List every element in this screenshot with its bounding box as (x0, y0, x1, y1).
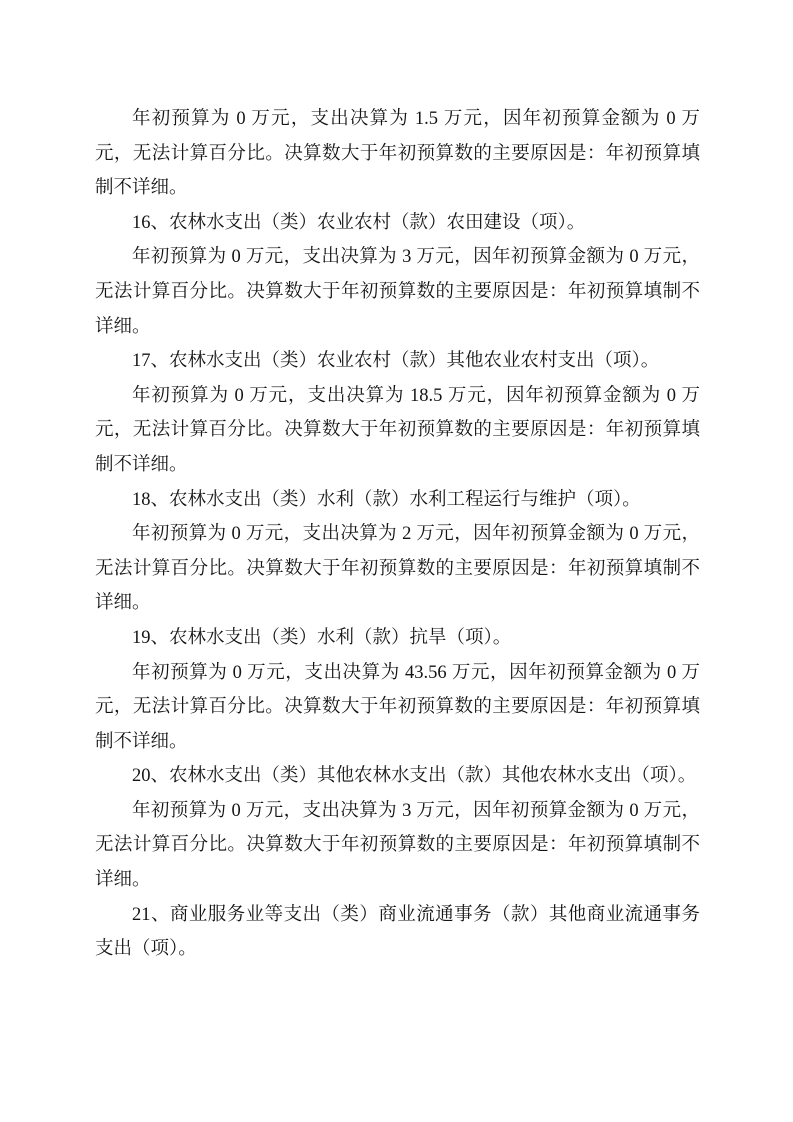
paragraph-budget-note: 年初预算为 0 万元，支出决算为 43.56 万元，因年初预算金额为 0 万元，无法计算百分比。决算数大于年初预算数的主要原因是：年初预算填制不详细。 (95, 662, 700, 752)
section-heading-18: 18、农林水支出（类）水利（款）水利工程运行与维护（项）。 (132, 489, 641, 510)
paragraph-budget-note: 年初预算为 0 万元，支出决算为 2 万元，因年初预算金额为 0 万元，无法计算百分比。决算数大于年初预算数的主要原因是：年初预算填制不详细。 (95, 524, 700, 614)
paragraph-budget-note: 年初预算为 0 万元，支出决算为 3 万元，因年初预算金额为 0 万元，无法计算百分比。决算数大于年初预算数的主要原因是：年初预算填制不详细。 (95, 247, 700, 337)
section-heading-20: 20、农林水支出（类）其他农林水支出（款）其他农林水支出（项）。 (132, 766, 697, 787)
paragraph-budget-note: 年初预算为 0 万元，支出决算为 3 万元，因年初预算金额为 0 万元，无法计算百分比。决算数大于年初预算数的主要原因是：年初预算填制不详细。 (95, 800, 700, 891)
section-heading-16: 16、农林水支出（类）农业农村（款）农田建设（项）。 (132, 212, 586, 233)
paragraph-budget-note: 年初预算为 0 万元，支出决算为 18.5 万元，因年初预算金额为 0 万元，无法计算百分比。决算数大于年初预算数的主要原因是：年初预算填制不详细。 (95, 385, 700, 475)
section-heading-21: 21、商业服务业等支出（类）商业流通事务（款）其他商业流通事务支出（项）。 (95, 904, 700, 960)
paragraph-budget-note: 年初预算为 0 万元，支出决算为 1.5 万元，因年初预算金额为 0 万元，无法计算百分比。决算数大于年初预算数的主要原因是：年初预算填制不详细。 (95, 109, 700, 199)
section-heading-17: 17、农林水支出（类）农业农村（款）其他农业农村支出（项）。 (132, 351, 660, 372)
section-heading-19: 19、农林水支出（类）水利（款）抗旱（项）。 (132, 627, 512, 648)
